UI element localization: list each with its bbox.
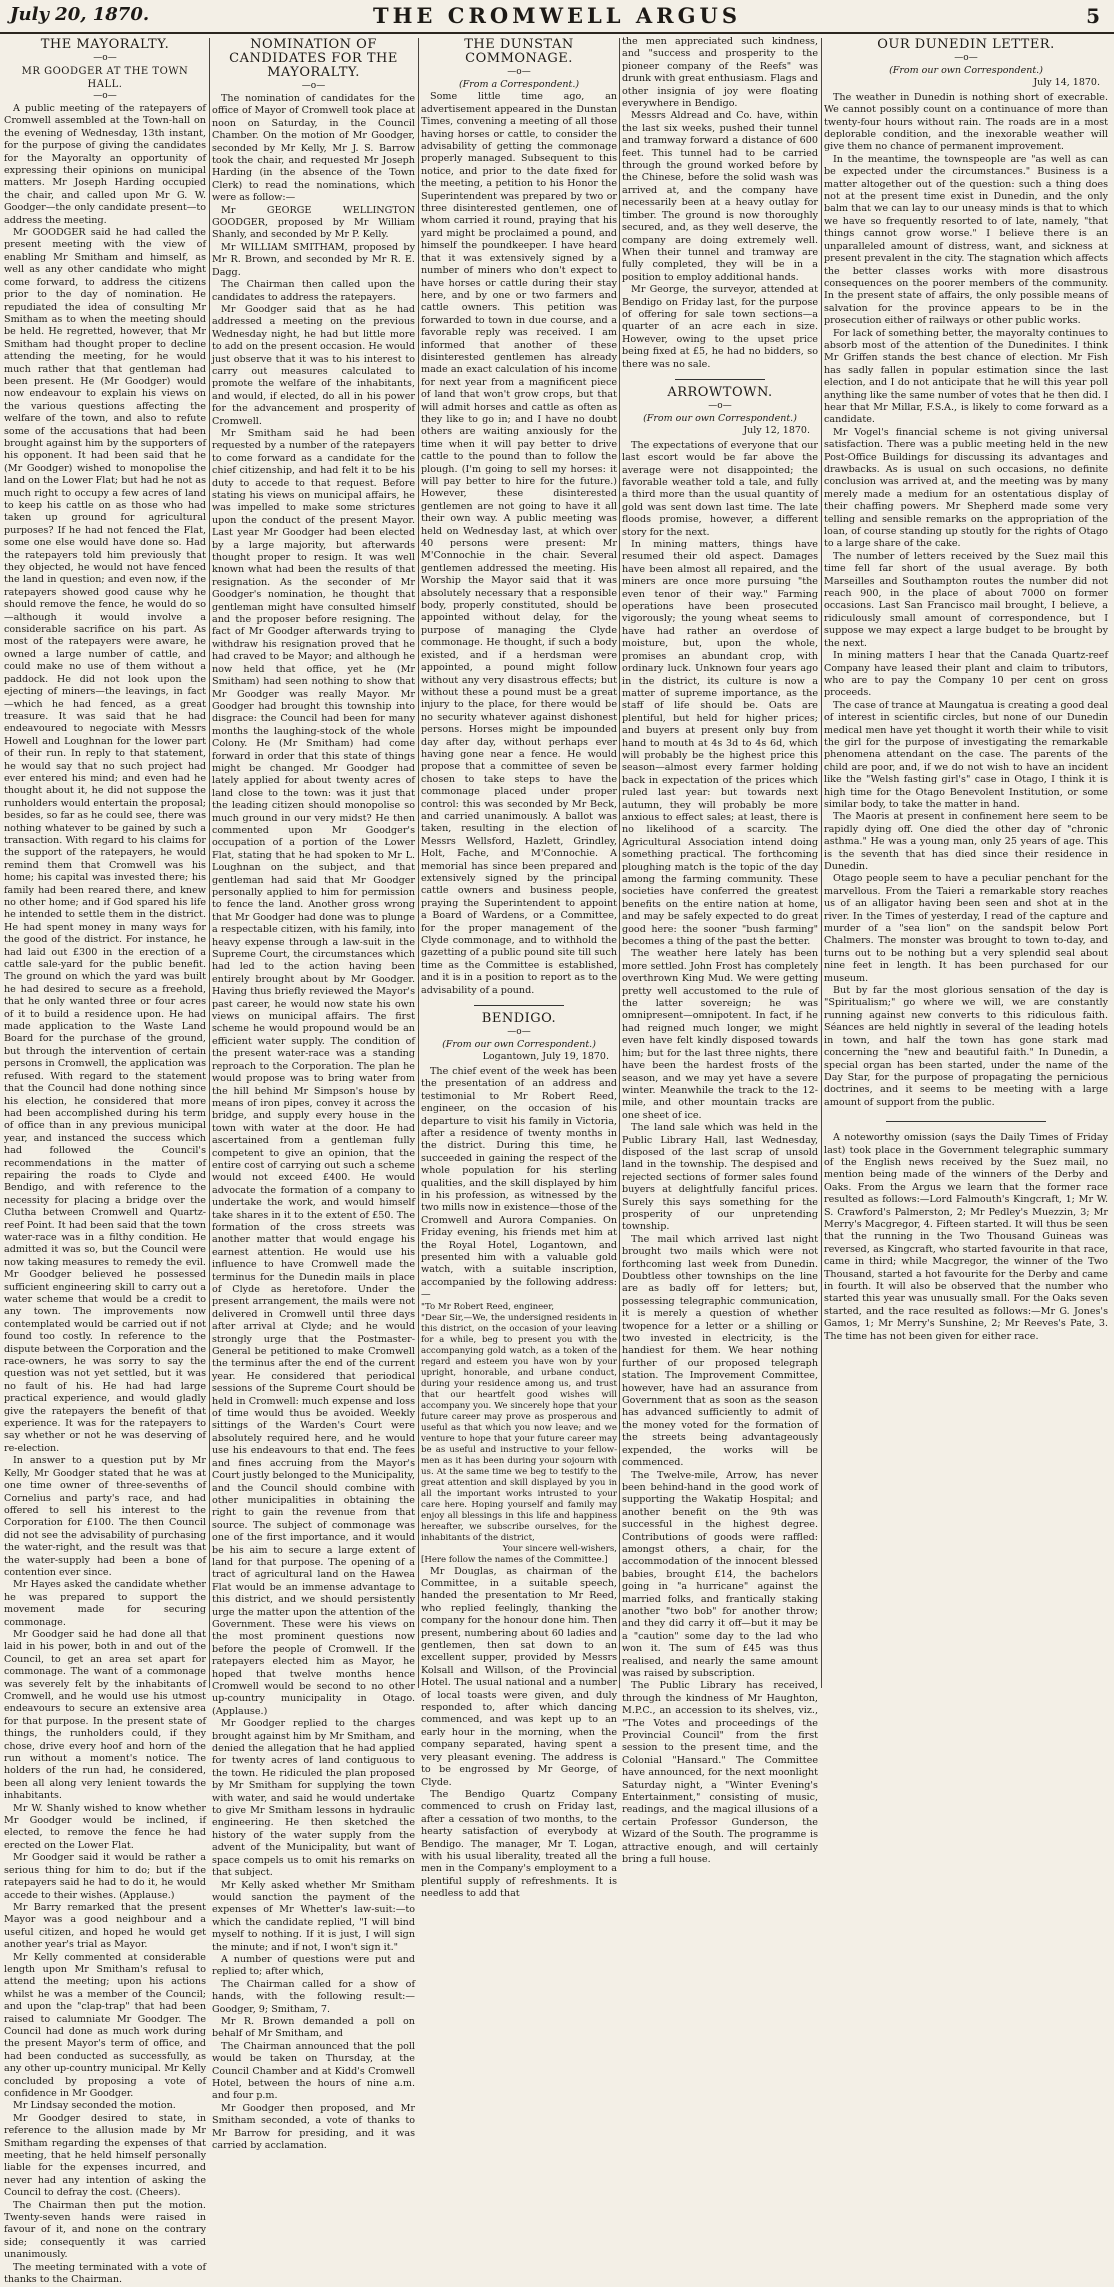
column-2 xyxy=(212,36,415,2152)
byline: (From a Correspondent.) xyxy=(458,79,580,90)
paragraph: The Chairman called for a show of hands, with the following result:—Goodger, 9; Smitham, 7. xyxy=(212,1978,415,2015)
paragraph: Mr Barry remarked that the present Mayor was a good neighbour and a useful citizen, and hoped he would get another year's trial as Mayor. xyxy=(4,1901,206,1951)
paragraph: the men appreciated such kindness, and "success and prosperity to the pioneer company of the Reefs" was drunk with great enthusiasm. Flags and other insignia of joy were floating everywhere in Bendigo. xyxy=(622,36,818,110)
paragraph: Mr GEORGE WELLINGTON GOODGER, proposed by Mr William Shanly, and seconded by Mr P. Kelly. xyxy=(212,204,415,241)
paragraph: The meeting terminated with a vote of thanks to the Chairman. xyxy=(4,2261,206,2286)
paragraph: The Bendigo Quartz Company commenced to crush on Friday last, after a cessation of two months, to the hearty satisfaction of everybody at Bendigo. The manager, Mr T. Logan, with his usual liberality, treated all the men in the Company's employment to a plentiful supply of refreshments. It is needless to add that xyxy=(421,1788,617,1900)
paragraph: The Chairman then called upon the candidates to address the ratepayers. xyxy=(212,279,415,303)
column-1 xyxy=(4,36,206,2286)
paragraph: Mr Goodger then proposed, and Mr Smitham seconded, a vote of thanks to Mr Barrow for presiding, and it was carried by acclamation. xyxy=(212,2102,415,2152)
byline: (From our own Correspondent.) xyxy=(643,412,797,424)
column-rule xyxy=(821,38,822,1688)
paragraph: The number of letters received by the Suez mail this time fell far short of the usual average. By both Marseilles and Southampton routes the number did not reach 900, in the place of about 7000 on former occasions. Last San Francisco mail brought, I believe, a ridiculously small amount of correspondence, but I suppose we may expect a large budget to be brought by the next. xyxy=(824,550,1108,649)
paragraph: The mail which arrived last night brought two mails which were not forthcoming last week from Dunedin. Doubtless other townships on the line are as badly off for letters; but, possessing telegraphic communication, it is merely a question of whether twopence for a letter or a shilling or two invested in electricity, is the handiest for them. We hear nothing further of our proposed telegraph station. The Improvement Committee, however, have had an assurance from Government that as soon as the season has advanced sufficiently to admit of the money voted for the formation of the streets being advantageously expended, the works will be commenced. xyxy=(622,1233,818,1469)
column-4 xyxy=(622,36,818,1866)
paragraph: Mr WILLIAM SMITHAM, proposed by Mr R. Brown, and seconded by Mr R. E. Dagg. xyxy=(212,241,415,278)
paragraph: A noteworthy omission (says the Daily Times of Friday last) took place in the Government telegraphic summary of the English news received by the Suez mail, no mention being made of the winners of the Derby and Oaks. From the Argus we learn that the former race resulted as follows:—Lord Falmouth's Kingcraft, 1; Mr W. S. Crawford's Palmerston, 2; Mr Pedley's Muezzin, 3; Mr Merry's Macgregor, 4. Fifteen started. It will thus be seen that the running in the Two Thousand Guineas was reversed, as Kingcraft, who started favourite in that race, came in third; while Macgregor, the winner of the Two Thousand, started a hot favourite for the Derby and came in fourth. It will also be observed that the number who started this year was unusually small. For the Oaks seven started, and the race resulted as follows:—Mr G. Jones's Gamos, 1; Mr Merry's Sunshine, 2; Mr Reeves's Pate, 3. The time has not been given for either race. xyxy=(824,1132,1108,1342)
paragraph: Mr Smitham said he had been requested by a number of the ratepayers to come forward as a candidate for the chief citizenship, and had felt it to be his duty to accede to that request. Before stating his views on municipal affairs, he was impelled to make some strictures upon the conduct of the present Mayor. Last year Mr Goodger had been elected by a large majority, but afterwards thought proper to resign. It was well known what had been the results of that resignation. As the seconder of Mr Goodger's nomination, he thought that gentleman might have consulted himself and the proposer before resigning. The fact of Mr Goodger afterwards trying to withdraw his resignation proved that he had craved to be Mayor; and although he now held that office, yet he (Mr Smitham) had seen nothing to show that Mr Goodger was really Mayor. Mr Goodger had brought this township into disgrace: the Council had been for many months the laughing-stock of the whole Colony. He (Mr Smitham) had come forward in order that this state of things might be changed. Mr Goodger had lately applied for about twenty acres of land close to the town: was it just that the leading citizen should monopolise so much ground in our very midst? He then commented upon Mr Goodger's occupation of a portion of the Lower Flat, stating that he had spoken to Mr L. Loughnan on the subject, and that gentleman had said that Mr Goodger personally applied to him for permission to fence the land. Another gross wrong that Mr Goodger had done was to plunge a respectable citizen, with his family, into heavy expense through a law-suit in the Supreme Court, the circumstances which had led to the action having been entirely brought about by Mr Goodger. Having thus briefly reviewed the Mayor's past career, he would now state his own views on municipal affairs. The first scheme he would propound would be an efficient water supply. The condition of the present water-race was a standing reproach to the Corporation. The plan he would propose was to bring water from the hill behind Mr Simpson's house by means of iron pipes, convey it across the bridge, and supply every house in the town with water at the door. He had ascertained from a gentleman fully competent to give an opinion, that the entire cost of carrying out such a scheme would not exceed £400. He would advocate the formation of a company to undertake the work, and would himself take shares in it to the extent of £50. The formation of the cross streets was another matter that would engage his earnest attention. He would use his influence to have Cromwell made the terminus for the Dunedin mails in place of Clyde as heretofore. Under the present arrangement, the mails were not delivered in Cromwell until three days after arrival at Clyde; and he would strongly urge that the Postmaster-General be petitioned to make Cromwell the terminus after the end of the current year. He considered that periodical sessions of the Supreme Court should be held in Cromwell: much expense and loss of time would thus be avoided. Weekly sittings of the Warden's Court were absolutely required here, and he would use his endeavours to that end. The fees and fines accruing from the Mayor's Court justly belonged to the Municipality, and the Council should combine with other municipalities in obtaining the right to gain the revenue from that source. The subject of commonage was one of the first importance, and it would be his aim to secure a large extent of land for that purpose. The opening of a tract of agricultural land on the Hawea Flat would be an immense advantage to this district, and we should persistently urge the matter upon the attention of the Government. These were his views on the most prominent questions now before the people of Cromwell. If the ratepayers elected him as Mayor, he hoped that twelve months hence Cromwell would be second to no other up-country municipality in Otago. (Applause.) xyxy=(212,427,415,1717)
paragraph: In mining matters I hear that the Canada Quartz-reef Company have leased their plant and claim to tributors, who are to pay the Company 10 per cent on gross proceeds. xyxy=(824,650,1108,699)
ornament-dash: —o— xyxy=(301,81,326,91)
paragraph: In answer to a question put by Mr Kelly, Mr Goodger stated that he was at one time owner of three-sevenths of Cornelius and party's race, and had offered to sell his interest to the Corporation for £100. The then Council did not see the advisability of purchasing the water-right, and the result was that the water-supply had been a bone of contention ever since. xyxy=(4,1455,206,1578)
paragraph: The Twelve-mile, Arrow, has never been behind-hand in the good work of supporting the Wakatip Hospital; and another benefit on the 9th was successful in the highest degree. Contributions of goods were raffled: amongst others, a chair, for the accommodation of the innocent blessed babies, brought £14, the bachelors going in "a hurricane" against the married folks, and frantically staking another "two bob" for another throw; and they did carry it off—but it may be a "caution" some day to the lad who won it. The sum of £45 was thus realised, and nearly the same amount was raised by subscription. xyxy=(622,1469,818,1679)
paragraph: In mining matters, things have resumed their old aspect. Damages have been almost all repaired, and the miners are once more pursuing "the even tenor of their way." Farming operations have been prosecuted vigorously; the young wheat seems to have had rather an overdose of moisture, but, upon the whole, promises an abundant crop, with ordinary luck. Unknown four years ago in the district, its culture is now a matter of supreme importance, as the staff of life should be. Oats are plentiful, but held for higher prices; and buyers at present only buy from hand to mouth at 4s 3d to 4s 6d, which will probably be the highest price this season—almost every farmer holding back in expectation of the prices which ruled last year: but towards next autumn, they will probably be more anxious to effect sales; at least, there is no likelihood of a scarcity. The Agricultural Association intend doing something practical. The forthcoming ploughing match is the topic of the day among the farming community. These societies have conferred the greatest benefits on the entire nation at home, and may be safely expected to do great good here: the sooner "bush farming" becomes a thing of the past the better. xyxy=(622,539,818,948)
column-5 xyxy=(824,36,1108,1686)
column-rule xyxy=(418,38,419,1688)
paragraph: Mr R. Brown demanded a poll on behalf of Mr Smitham, and xyxy=(212,2015,415,2040)
article-subtitle: MR GOODGER AT THE TOWN HALL. xyxy=(21,66,189,90)
ornament-dash: —o— xyxy=(954,53,978,63)
page-number: 5 xyxy=(1086,4,1100,28)
ornament-dash: —o— xyxy=(93,53,117,63)
paragraph: A public meeting of the ratepayers of Cromwell assembled at the Town-hall on the evening of Wednesday, 13th instant, for the purpose of giving the candidates for the Mayoralty an opportunity of expressing their opinions on municipal matters. Mr Joseph Harding occupied the chair, and called upon Mr G. W. Goodger—the only candidate present—to address the meeting. xyxy=(4,103,206,226)
section-divider xyxy=(886,1121,1046,1122)
paragraph: The Public Library has received, through the kindness of Mr Haughton, M.P.C., an accession to its shelves, viz., "The Votes and proceedings of the Provincial Council" from the first session to the present time, and the Colonial "Hansard." The Committee have announced, for the next moonlight Saturday night, a "Winter Evening's Entertainment," consisting of music, readings, and the magical illusions of a certain Professor Gunderson, the Wizard of the South. The programme is attractive enough, and will certainly bring a full house. xyxy=(622,1680,818,1866)
paragraph: Mr Hayes asked the candidate whether he was prepared to support the movement made for securing commonage. xyxy=(4,1579,206,1628)
column-3 xyxy=(421,36,617,1900)
paragraph: Mr Vogel's financial scheme is not giving universal satisfaction. There was a public meeting held in the new Post-Office Buildings for discussing its advantages and drawbacks. As is usual on such occasions, no definite conclusion was arrived at, and the meeting was by many merely made a medium for an ostentatious display of their chaffing powers. Mr Shepherd made some very telling and sensible remarks on the appropriation of the loan, of course standing up stoutly for the rights of Otago to a large share of the cake. xyxy=(824,426,1108,550)
paragraph: The Chairman announced that the poll would be taken on Thursday, at the Council Chamber and at Kidd's Cromwell Hotel, between the hours of nine a.m. and four p.m. xyxy=(212,2040,415,2102)
paragraph: The nomination of candidates for the office of Mayor of Cromwell took place at noon on Saturday, in the Council Chamber. On the motion of Mr Goodger, seconded by Mr Kelly, Mr J. S. Barrow took the chair, and requested Mr Joseph Harding (in the absence of the Town Clerk) to read the nominations, which were as follow:— xyxy=(212,93,415,204)
ornament-dash: —o— xyxy=(708,400,732,411)
paragraph: But by far the most glorious sensation of the day is "Spiritualism;" go where we will, we are constantly running against new converts to this ridiculous faith. Séances are held nightly in several of the leading hotels in town, and half the town has gone stark mad concerning the "new and beautiful faith." In Dunedin, a special organ has been started, under the name of the Day Star, for the purpose of propagating the pernicious doctrines, and it seems to be meeting with a large amount of support from the public. xyxy=(824,985,1108,1108)
section-divider xyxy=(474,1005,564,1006)
ornament-dash: —o— xyxy=(507,1027,531,1038)
dateline: July 14, 1870. xyxy=(1033,77,1100,89)
address-text: Your sincere well-wishers, xyxy=(502,1543,617,1554)
article-body-mayoralty xyxy=(4,103,206,2287)
section-divider xyxy=(675,379,765,380)
article-title-dunstan-commonage: THE DUNSTAN COMMONAGE. xyxy=(464,37,574,66)
article-title-nomination: NOMINATION OF CANDIDATES FOR THE MAYORALTY. xyxy=(229,37,398,80)
masthead xyxy=(0,0,1114,34)
paragraph: Mr George, the surveyor, attended at Bendigo on Friday last, for the purpose of offering for sale town sections—a quarter of an acre each in size. However, owing to the upset price being fixed at £5, he had no bidders, so there was no sale. xyxy=(622,284,818,370)
paragraph: For lack of something better, the mayoralty continues to absorb most of the attention of the Dunedinites. I think Mr Griffen stands the best chance of election. Mr Fish has sadly fallen in popular estimation since the last election, and I do not anticipate that he will this year poll anything like the same number of votes that he then did. I hear that Mr Millar, F.S.A., is likely to come forward as a candidate. xyxy=(824,327,1108,426)
paragraph: Mr Goodger said he had done all that laid in his power, both in and out of the Council, to get an area set apart for commonage. The want of a commonage was severely felt by the inhabitants of Cromwell, and he would use his utmost endeavours to secure an extensive area for that purpose. In the present state of things, the runholders could, if they chose, drive every hoof and horn of the run without a moment's notice. The holders of the run had, he considered, been all along very lenient towards the inhabitants. xyxy=(4,1628,206,1802)
issue-date: July 20, 1870. xyxy=(10,4,150,25)
paragraph: In the meantime, the townspeople are "as well as can be expected under the circumstances." Business is a matter altogether out of the question: such a thing does not at the present time exist in Dunedin, and the only balm that we can lay to our uneasy minds is that to which we have so frequently resorted to of late, namely, "that things cannot grow worse." I believe there is an unparalleled amount of distress, want, and sickness at present prevalent in the city. The stagnation which affects the better classes works with more disastrous consequences on the poorer members of the community. In the present state of affairs, the only possible means of salvation for the province appears to be in the prosecution either of railways or other public works. xyxy=(824,153,1108,327)
address-text: "Dear Sir,—We, the undersigned residents in this district, on the occasion of your leaving for a while, beg to present you with the accompanying gold watch, as a token of the regard and esteem you have won by your upright, honorable, and urbane conduct, during your residence among us, and trust that our heartfelt good wishes will accompany you. We sincerely hope that your future career may prove as prosperous and useful as that which you now leave; and we venture to hope that your future career may be as useful and instructive to your fellow-men as it has been during your sojourn with us. At the same time we beg to testify to the great attention and skill displayed by you in all the important works intrusted to your care here. Hoping yourself and family may enjoy all blessings in this life and happiness hereafter, we subscribe ourselves, for the inhabitants of the district, xyxy=(421,1312,617,1543)
column-rule xyxy=(209,38,210,1688)
paragraph: Mr Kelly commented at considerable length upon Mr Smitham's refusal to attend the meeting; upon his actions whilst he was a member of the Council; and upon the "clap-trap" that had been raised to calumniate Mr Goodger. The Council had done as much work during the present Mayor's term of office, and had been conducted as successfully, as any other up-country municipal. Mr Kelly concluded by proposing a vote of confidence in Mr Goodger. xyxy=(4,1951,206,2099)
paragraph: The case of trance at Maungatua is creating a good deal of interest in scientific circles, but none of our Dunedin medical men have yet thought it worth their while to visit the girl for the purpose of investigating the remarkable phenomena attendant on the case. The parents of the child are poor, and, if we do not wish to have an incident like the "Welsh fasting girl's" case in Otago, I think it is high time for the Otago Benevolent Institution, or some similar body, to take the matter in hand. xyxy=(824,699,1109,810)
paragraph: The chief event of the week has been the presentation of an address and testimonial to Mr Robert Reed, engineer, on the occasion of his departure to visit his family in Victoria, after a residence of twenty months in the district. During this time, he succeeded in gaining the respect of the whole population for his sterling qualities, and the skill displayed by him in his profession, as witnessed by the two mills now in existence—those of the Cromwell and Aurora Companies. On Friday evening, his friends met him at the Royal Hotel, Logantown, and presented him with a valuable gold watch, with a suitable inscription, accompanied by the following address:— xyxy=(421,1065,617,1301)
paragraph: The Chairman then put the motion. Twenty-seven hands were raised in favour of it, and none on the contrary side; consequently it was carried unanimously. xyxy=(4,2199,206,2261)
paragraph: Mr Kelly asked whether Mr Smitham would sanction the payment of the expenses of Mr Whetter's law-suit:—to which the candidate replied, "I will bind myself to nothing. If it is just, I will sign the minute; and if not, I won't sign it." xyxy=(212,1879,415,1953)
paragraph: The Maoris at present in confinement here seem to be rapidly dying off. One died the other day of "chronic asthma." He was a young man, only 25 years of age. This is the seventh that has died since their residence in Dunedin. xyxy=(824,811,1108,872)
paragraph: Mr Goodger desired to state, in reference to the allusion made by Mr Smitham regarding the expenses of that meeting, that he held himself personally liable for the expenses incurred, and never had any intention of asking the Council to defray the cost. (Cheers). xyxy=(4,2112,206,2199)
paragraph: The expectations of everyone that our last escort would be far above the average were not disappointed; the favorable weather told a tale, and fully a third more than the usual quantity of gold was sent down last time. The late floods promise, however, a different story for the next. xyxy=(622,439,818,538)
paragraph: Mr Goodger replied to the charges brought against him by Mr Smitham, and denied the allegation that he had applied for twenty acres of land contiguous to the town. He ridiculed the plan proposed by Mr Smitham for supplying the town with water, and said he would undertake to give Mr Smitham lessons in hydraulic engineering. He then sketched the history of the water supply from the advent of the Municipality, but want of space compels us to omit his remarks on that subject. xyxy=(212,1718,415,1879)
article-title-bendigo: BENDIGO. xyxy=(481,1011,557,1027)
paragraph: The land sale which was held in the Public Library Hall, last Wednesday, disposed of the last scrap of unsold land in the township. The despised and rejected sections of former sales found buyers at delightfully fanciful prices. Surely this says something for the prosperity of our unpretending township. xyxy=(622,1122,818,1233)
dateline: Logantown, July 19, 1870. xyxy=(482,1051,609,1063)
article-body-nomination xyxy=(212,93,415,2152)
paragraph: The weather in Dunedin is nothing short of execrable. We cannot possibly count on a continuance of more than twenty-four hours without rain. The roads are in a most deplorable condition, and the inexorable weather will give them no chance of permanent improvement. xyxy=(824,91,1108,153)
paragraph: Some little time ago, an advertisement appeared in the Dunstan Times, convening a meeting of all those having horses or cattle, to consider the advisability of getting the commonage properly managed. Subsequent to this notice, and prior to the date fixed for the meeting, a petition to his Honor the Superintendent was prepared by two or three disinterested gentlemen, one of whom carried it round, praying that his yard might be proclaimed a pound, and himself the poundkeeper. I have heard that it was extensively signed by a number of miners who don't expect to have horses or cattle during their stay here, and by one or two farmers and cattle owners. This petition was forwarded to town in due course, and a favorable reply was received. I am informed that another of these disinterested gentlemen has already made an exact calculation of his income for next year from a magnificent piece of land that won't grow crops, but that will admit horses and cattle as often as they like to go in; and I have no doubt others are waiting anxiously for the time when it will pay better to drive cattle to the pound than to follow the plough. (I'm going to sell my horses: it will pay better to hire for the future.) However, these disinterested gentlemen are not going to have it all their own way. A public meeting was held on Wednesday last, at which over 40 persons were present: Mr M'Connochie in the chair. Several gentlemen addressed the meeting. His Worship the Mayor said that it was absolutely necessary that a responsible body, properly constituted, should be appointed without delay, for the purpose of managing the Clyde commonage. He thought, if such a body existed, and if a herdsman were appointed, a pound might follow without any very disastrous effects; but without these a pound must be a great injury to the place, for there would be no security whatever against dishonest persons. Horses might be impounded day after day, without perhaps ever having gone near a fence. He would propose that a committee of seven be chosen to take steps to have the commonage placed under proper control: this was seconded by Mr Beck, and carried unanimously. A ballot was taken, resulting in the election of Messrs Wellsford, Hazlett, Grindley, Holt, Fache, and M'Connochie. A memorial has since been prepared and extensively signed by the principal cattle owners and business people, praying the Superintendent to appoint a Board of Wardens, or a Committee, for the proper management of the Clyde commonage, and to withhold the gazetting of a public pound site till such time as the Committee is established, and it is in a position to report as to the advisability of a pound. xyxy=(421,91,617,996)
paragraph: Otago people seem to have a peculiar penchant for the marvellous. From the Taieri a remarkable story reaches us of an alligator having been seen and shot at in the river. In the Times of yesterday, I read of the capture and murder of a "sea lion" on the sandspit below Port Chalmers. The monster was brought to town to-day, and turns out to be nothing but a very splendid seal about nine feet in length. It has been purchased for our museum. xyxy=(824,873,1108,984)
byline: (From our own Correspondent.) xyxy=(442,1039,596,1051)
column-rule xyxy=(619,38,620,1688)
article-title-dunedin-letter: OUR DUNEDIN LETTER. xyxy=(877,37,1055,52)
paragraph: Mr W. Shanly wished to know whether Mr Goodger would be inclined, if elected, to remove the fence he had erected on the Lower Flat. xyxy=(4,1802,206,1851)
address-text: [Here follow the names of the Committee.] xyxy=(421,1554,608,1565)
ornament-dash: —o— xyxy=(507,67,531,77)
dateline: July 12, 1870. xyxy=(743,425,810,437)
paragraph: Mr GOODGER said he had called the present meeting with the view of enabling Mr Smitham and himself, as well as any other candidate who might come forward, to address the citizens prior to the day of nomination. He repudiated the idea of consulting Mr Smitham as to when the meeting should be held. He regretted, however, that Mr Smitham had thought proper to decline attending the meeting, for he would much rather that that gentleman had been present. He (Mr Goodger) would now endeavour to explain his views on the various questions affecting the welfare of the town, and also to refute some of the accusations that had been brought against him by the supporters of his opponent. It had been said that he (Mr Goodger) wished to monopolise the land on the Lower Flat; but had he not as much right to occupy a few acres of land to keep his cattle on as those who had taken up ground for agricultural purposes? If he had not fenced the Flat, some one else would have done so. Had the ratepayers told him previously that they objected, he would not have fenced the land in question; and even now, if the ratepayers showed good cause why he should remove the fence, he would do so—although it would involve a considerable sacrifice on his part. As most of the ratepayers were aware, he owned a large number of cattle, and could make no use of them without a paddock. He did not look upon the ejecting of miners—the leavings, in fact—which he had fenced, as a great treasure. It was said that he had endeavoured to negociate with Messrs Howell and Loughnan for the lower part of their run. In reply to that statement, he would say that no such project had ever entered his mind; and even had he thought about it, he did not suppose the runholders would entertain the proposal; besides, so far as he could see, there was nothing whatever to be gained by such a transaction. With regard to his claims for the support of the ratepayers, he would remind them that Cromwell was his home; his capital was invested there; his family had been reared there, and knew no other home; and if God spared his life he intended to settle them in the district. He had spent money in many ways for the good of the district. For instance, he had laid out £300 in the erection of a cattle sale-yard for the public benefit. The ground on which the yard was built he had desired to secure as a freehold, that he only wanted three or four acres of it to build a residence upon. He had made application to the Waste Land Board for the purchase of the ground, but through the intervention of certain persons in Cromwell, the application was refused. With regard to the statement that the Council had done nothing since his election, he considered that more had been accomplished during his term of office than in any previous municipal year, and instanced the success which had followed the Council's recommendations in the matter of repairing the roads to Clyde and Bendigo, and with reference to the necessity for placing a bridge over the Clutha between Cromwell and Quartz-reef Point. It had been said that the town water-race was in a filthy condition. He admitted it was so, but the Council were now taking measures to remedy the evil. Mr Goodger believed he possessed sufficient engineering skill to carry out a water scheme that would be a credit to any town. The improvements now contemplated would be carried out if not found too costly. In reference to the dispute between the Corporation and the race-owners, he was sorry to say the question was not yet settled, but it was no fault of his. He had had large practical experience, and would gladly give the ratepayers the benefit of that experience. It was for the ratepayers to say whether or not he was deserving of re-election. xyxy=(4,227,206,1454)
address-text: "To Mr Robert Reed, engineer, xyxy=(421,1301,555,1312)
paragraph: Mr Lindsay seconded the motion. xyxy=(13,2100,176,2112)
paragraph: Mr Douglas, as chairman of the Committee, in a suitable speech, handed the presentation to Mr Reed, who replied feelingly, thanking the company for the honour done him. Then present, numbering about 60 ladies and gentlemen, then sat down to an excellent supper, provided by Messrs Kolsall and Willson, of the Provincial Hotel. The usual national and a number of local toasts were given, and duly responded to, after which dancing commenced, and was kept up to an early hour in the morning, when the company separated, having spent a very pleasant evening. The address is to be engrossed by Mr George, of Clyde. xyxy=(421,1565,617,1788)
ornament-dash: —o— xyxy=(93,91,117,101)
paragraph: A number of questions were put and replied to; after which, xyxy=(212,1953,415,1978)
paragraph: Mr Goodger said it would be rather a serious thing for him to do; but if the ratepayers said he had to do it, he would accede to their wishes. (Applause.) xyxy=(4,1852,206,1901)
newspaper-title: THE CROMWELL ARGUS xyxy=(372,3,742,28)
paragraph: Mr Goodger said that as he had addressed a meeting on the previous Wednesday night, he had but little more to add on the present occasion. He would just observe that it was to his interest to carry out measures calculated to promote the welfare of the inhabitants, and would, if elected, do all in his power for the advancement and prosperity of Cromwell. xyxy=(212,303,415,427)
paragraph: The weather here lately has been more settled. John Frost has completely overthrown King Mud. We were getting pretty well accustomed to the rule of the latter sovereign; he was omnipresent—omnipotent. In fact, if he had reigned much longer, we might even have felt kindly disposed towards him; but for the last three nights, there have been the hardest frosts of the season, and we may yet have a severe winter. Meanwhile the track to the 12-mile, and other mountain tracks are one sheet of ice. xyxy=(622,948,818,1121)
paragraph: Messrs Aldread and Co. have, within the last six weeks, pushed their tunnel and tramway forward a distance of 600 feet. This tunnel had to be carried through the ground worked before by the Chinese, before the solid wash was arrived at, and the company have necessarily been at a heavy outlay for timber. The ground is now thoroughly secured, and, as they well deserve, the company are doing extremely well. When their tunnel and tramway are fully completed, they will be in a position to employ additional hands. xyxy=(622,110,818,283)
byline: (From our own Correspondent.) xyxy=(889,65,1043,76)
article-title-arrowtown: ARROWTOWN. xyxy=(667,384,773,400)
article-title-mayoralty: THE MAYORALTY. xyxy=(40,37,170,52)
